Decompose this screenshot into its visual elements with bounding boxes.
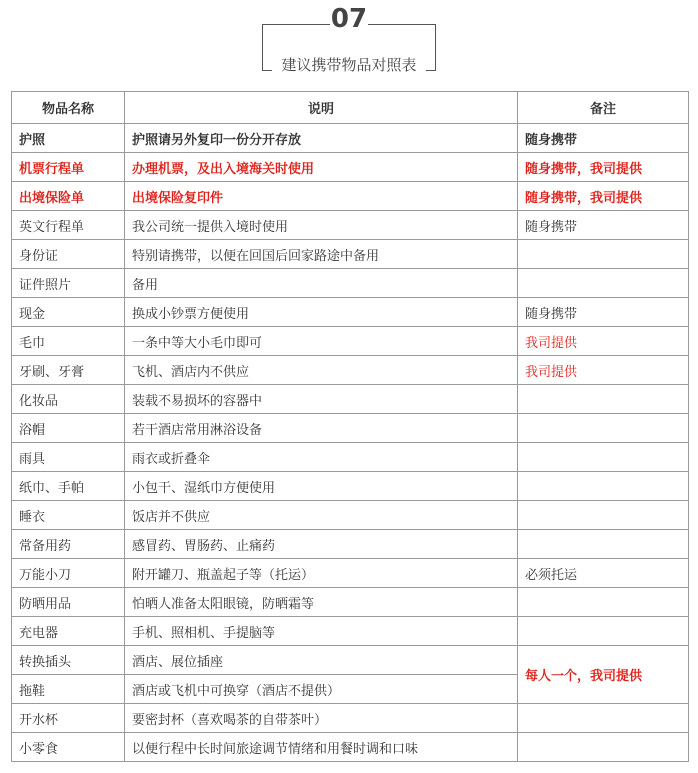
item-description-cell: 以便行程中长时间旅途调节情绪和用餐时调和口味 (125, 733, 518, 762)
item-note-cell: 必须托运 (518, 559, 689, 588)
table-header-row (12, 92, 689, 124)
item-note-cell: 随身携带 (518, 211, 689, 240)
item-note-cell (518, 414, 689, 443)
column-header-note: 备注 (518, 92, 689, 124)
item-note-cell: 我司提供 (518, 356, 689, 385)
item-name-cell: 睡衣 (12, 501, 125, 530)
item-name-cell: 现金 (12, 298, 125, 327)
item-description-cell: 装载不易损坏的容器中 (125, 385, 518, 414)
item-description-cell: 感冒药、胃肠药、止痛药 (125, 530, 518, 559)
item-name-cell: 身份证 (12, 240, 125, 269)
table-row (12, 501, 689, 530)
item-name-cell: 雨具 (12, 443, 125, 472)
page-header (0, 0, 698, 90)
item-note-cell (518, 617, 689, 646)
frame-top-right (368, 24, 436, 25)
item-description-cell: 若干酒店常用淋浴设备 (125, 414, 518, 443)
table-row (12, 588, 689, 617)
section-number: 07 (330, 4, 368, 34)
table-row (12, 414, 689, 443)
table-row (12, 443, 689, 472)
item-description-cell: 饭店并不供应 (125, 501, 518, 530)
item-note-cell: 随身携带，我司提供 (518, 153, 689, 182)
item-description-cell: 出境保险复印件 (125, 182, 518, 211)
item-name-cell: 化妆品 (12, 385, 125, 414)
item-description-cell: 办理机票，及出入境海关时使用 (125, 153, 518, 182)
item-note-cell (518, 733, 689, 762)
item-note-cell: 随身携带，我司提供 (518, 182, 689, 211)
table-row (12, 733, 689, 762)
table-row (12, 269, 689, 298)
table-row (12, 559, 689, 588)
item-name-cell: 毛巾 (12, 327, 125, 356)
item-name-cell: 机票行程单 (12, 153, 125, 182)
item-name-cell: 出境保险单 (12, 182, 125, 211)
item-name-cell: 小零食 (12, 733, 125, 762)
item-description-cell: 酒店、展位插座 (125, 646, 518, 675)
item-name-cell: 纸巾、手帕 (12, 472, 125, 501)
item-description-cell: 我公司统一提供入境时使用 (125, 211, 518, 240)
item-note-cell: 随身携带 (518, 124, 689, 153)
table-row (12, 646, 689, 675)
item-note-cell (518, 530, 689, 559)
item-note-cell: 随身携带 (518, 298, 689, 327)
item-note-cell: 每人一个，我司提供 (518, 646, 689, 704)
table-row (12, 617, 689, 646)
item-description-cell: 备用 (125, 269, 518, 298)
item-description-cell: 特别请携带，以便在回国后回家路途中备用 (125, 240, 518, 269)
item-description-cell: 手机、照相机、手提脑等 (125, 617, 518, 646)
item-name-cell: 英文行程单 (12, 211, 125, 240)
table-row (12, 472, 689, 501)
item-note-cell (518, 704, 689, 733)
table-row (12, 385, 689, 414)
item-note-cell: 我司提供 (518, 327, 689, 356)
item-name-cell: 充电器 (12, 617, 125, 646)
table-row (12, 298, 689, 327)
item-description-cell: 换成小钞票方便使用 (125, 298, 518, 327)
item-note-cell (518, 385, 689, 414)
item-description-cell: 一条中等大小毛巾即可 (125, 327, 518, 356)
item-name-cell: 护照 (12, 124, 125, 153)
item-name-cell: 浴帽 (12, 414, 125, 443)
column-header-name: 物品名称 (12, 92, 125, 124)
item-name-cell: 万能小刀 (12, 559, 125, 588)
item-description-cell: 怕晒人准备太阳眼镜，防晒霜等 (125, 588, 518, 617)
item-note-cell (518, 472, 689, 501)
item-description-cell: 要密封杯（喜欢喝茶的自带茶叶） (125, 704, 518, 733)
column-header-description: 说明 (125, 92, 518, 124)
item-description-cell: 附开罐刀、瓶盖起子等（托运） (125, 559, 518, 588)
table-row (12, 327, 689, 356)
table-row (12, 704, 689, 733)
table-row (12, 530, 689, 559)
item-note-cell (518, 588, 689, 617)
table-row (12, 356, 689, 385)
item-name-cell: 常备用药 (12, 530, 125, 559)
item-name-cell: 开水杯 (12, 704, 125, 733)
table-row (12, 124, 689, 153)
item-note-cell (518, 240, 689, 269)
item-name-cell: 拖鞋 (12, 675, 125, 704)
item-description-cell: 小包干、湿纸巾方便使用 (125, 472, 518, 501)
item-description-cell: 护照请另外复印一份分开存放 (125, 124, 518, 153)
item-note-cell (518, 501, 689, 530)
items-table (11, 91, 689, 762)
frame-top-left (262, 24, 330, 25)
table-row (12, 240, 689, 269)
page-title: 建议携带物品对照表 (281, 56, 417, 74)
table-body (12, 124, 689, 762)
item-description-cell: 酒店或飞机中可换穿（酒店不提供） (125, 675, 518, 704)
item-note-cell (518, 443, 689, 472)
item-description-cell: 飞机、酒店内不供应 (125, 356, 518, 385)
table-row (12, 153, 689, 182)
table-row (12, 211, 689, 240)
item-description-cell: 雨衣或折叠伞 (125, 443, 518, 472)
item-name-cell: 防晒用品 (12, 588, 125, 617)
item-note-cell (518, 269, 689, 298)
item-name-cell: 转换插头 (12, 646, 125, 675)
item-name-cell: 牙刷、牙膏 (12, 356, 125, 385)
table-row (12, 182, 689, 211)
item-name-cell: 证件照片 (12, 269, 125, 298)
